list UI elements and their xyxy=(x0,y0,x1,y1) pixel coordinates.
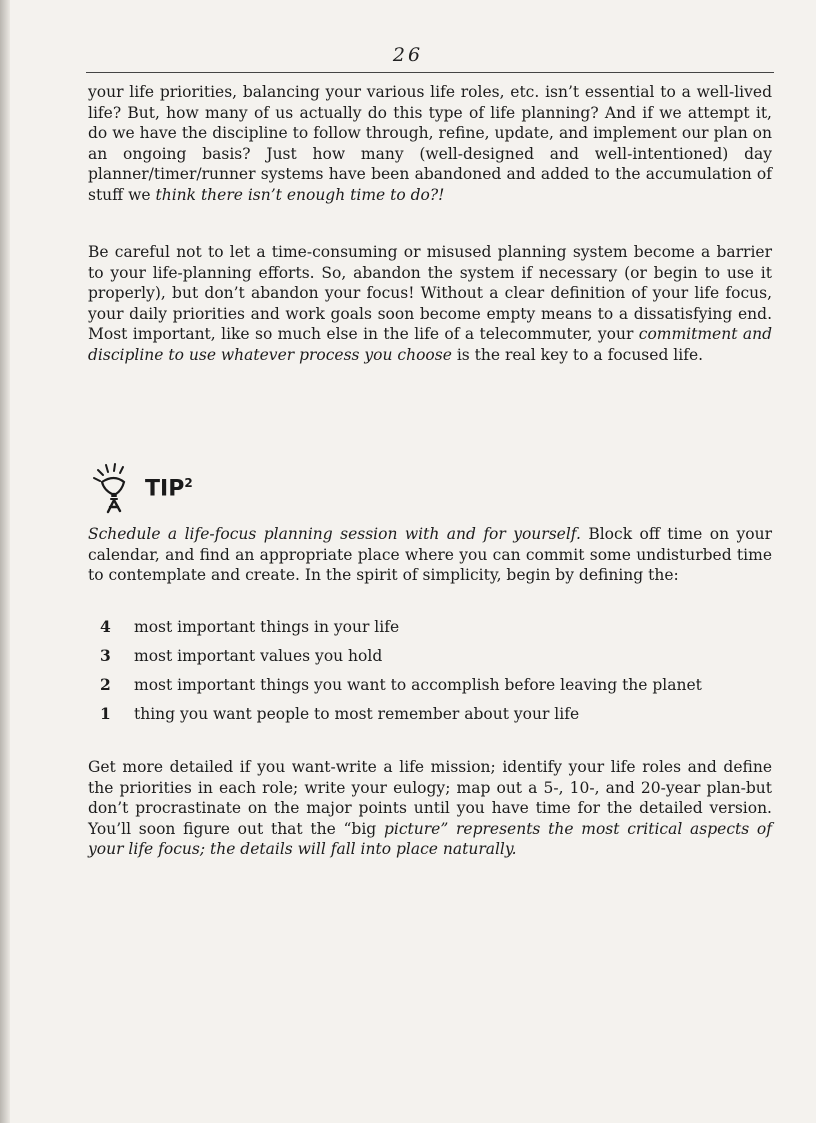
closing-text: Get more detailed if you want-write a life mission; identify your life roles and define the priorities in each role; write your eulogy; map out a 5-, 10-, and 20-year plan-but don’t procrastinate on the major points until you have time for the detailed version. You’ll soon figure out that the “big xyxy=(88,758,772,838)
tip-closing-paragraph xyxy=(88,757,772,860)
closing-emphasis: picture” represents the most critical aspects of your life focus; the details will fall into place naturally. xyxy=(88,819,773,859)
paragraph-emphasis: commitment and discipline to use whatever process you choose xyxy=(88,325,772,364)
tip-heading xyxy=(86,456,286,516)
page-number: 26 xyxy=(392,44,424,66)
tip-superscript: 2 xyxy=(184,476,193,490)
tip-intro-emphasis: Schedule a life-focus planning session with and for yourself. xyxy=(88,525,581,543)
list-item-number: 1 xyxy=(100,703,111,723)
tip-intro-paragraph xyxy=(88,524,772,586)
tip-label xyxy=(145,476,193,501)
book-binding-shadow xyxy=(0,0,10,1123)
paragraph-life-planning xyxy=(88,82,772,206)
paragraph-text: your life priorities, balancing your various life roles, etc. isn’t essential to a well-lived life? But, how many of us actually do this type of life planning? And if we attempt it, do we have the discipline to follow through, refine, update, and implement our plan on an ongoing basis? Just how many (well-designed and well-intentioned) day planner/timer/runner systems have been abandoned and added to the accumulation of stuff we xyxy=(88,83,772,204)
paragraph-planning-system xyxy=(88,242,772,366)
list-item xyxy=(88,704,772,725)
paragraph-emphasis: think there isn’t enough time to do?! xyxy=(155,185,445,204)
list-item xyxy=(88,675,772,696)
lightbulb-icon xyxy=(86,456,146,516)
list-item-text: most important values you hold xyxy=(134,646,383,665)
list-item xyxy=(88,617,772,638)
tip-intro-text: Block off time on your calendar, and find an appropriate place where you can commit some undisturbed time to contemplate and create. In the spirit of simplicity, begin by defining the: xyxy=(88,525,772,585)
list-item-text: thing you want people to most remember about your life xyxy=(134,704,580,723)
list-item-number: 3 xyxy=(100,645,111,665)
header-rule xyxy=(86,72,774,73)
priorities-list xyxy=(88,617,772,733)
list-item-number: 2 xyxy=(100,674,111,694)
list-item xyxy=(88,646,772,667)
list-item-text: most important things you want to accomplish before leaving the planet xyxy=(134,675,702,694)
paragraph-text: is the real key to a focused life. xyxy=(451,345,704,364)
tip-label-text: TIP xyxy=(145,476,185,502)
list-item-number: 4 xyxy=(100,617,111,636)
paragraph-text: Be careful not to let a time-consuming or misused planning system become a barrier to your life-planning efforts. So, abandon the system if necessary (or begin to use it properly), but don’t abandon your focus! Without a clear definition of your life focus, your daily priorities and work goals soon become empty means to a dissatisfying end. Most important, like so much else in the life of a telecommuter, your xyxy=(88,243,772,344)
list-item-text: most important things in your life xyxy=(134,618,400,636)
